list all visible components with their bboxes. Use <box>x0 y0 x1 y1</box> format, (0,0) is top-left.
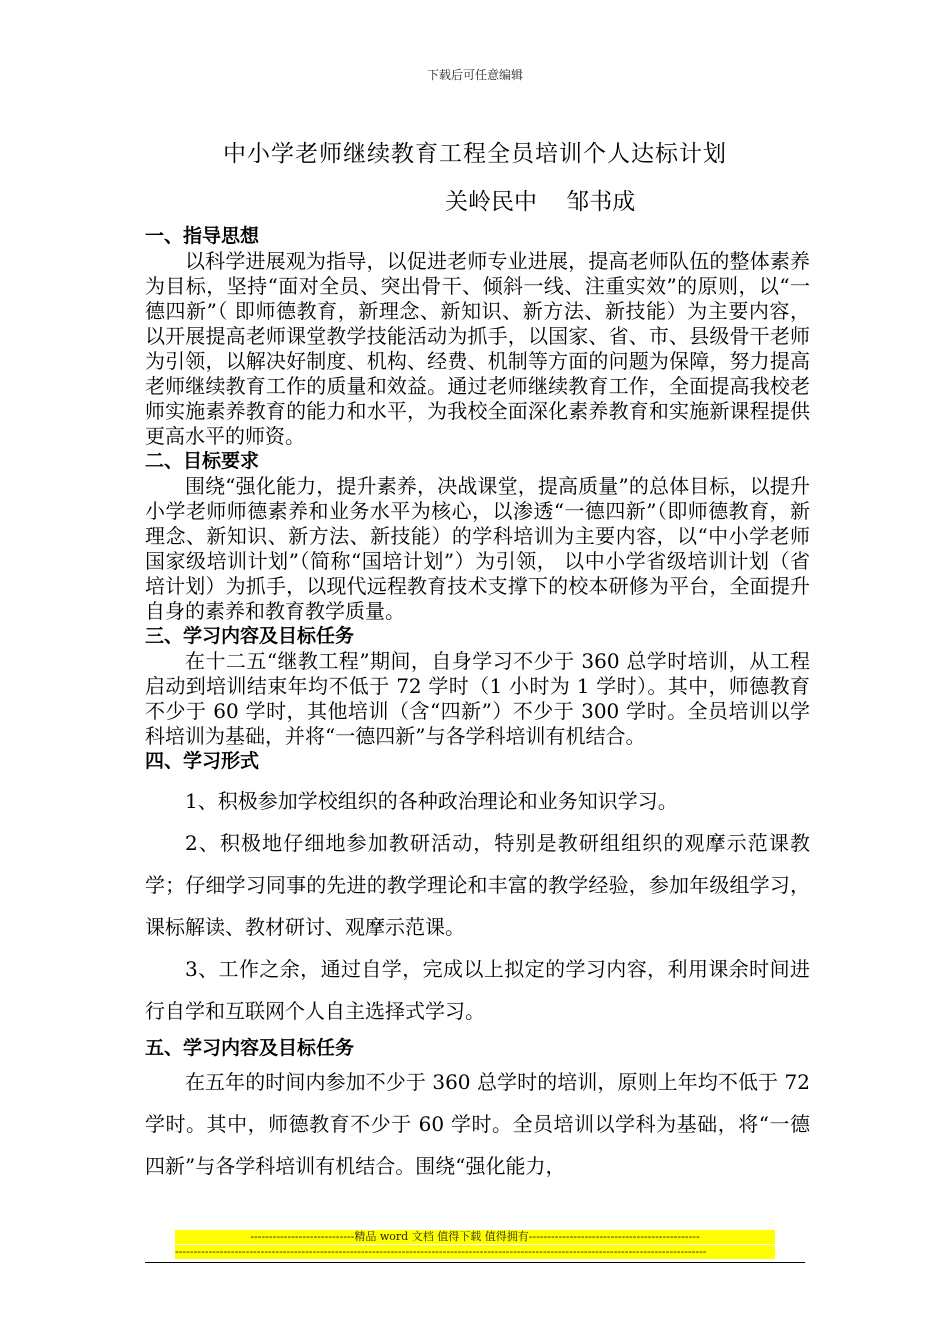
section-4-item-2: 2、积极地仔细地参加教研活动，特别是教研组组织的观摩示范课教学；仔细学习同事的先进的教学理论和丰富的教学经验，参加年级组学习，课标解读、教材研讨、观摩示范课。 <box>145 831 810 939</box>
section-5-paragraph: 在五年的时间内参加不少于 360 总学时的培训，原则上年均不低于 72 学时。其中，师德教育不少于 60 学时。全员培训以学科为基础，将“一德四新”与各学科培训有机结合。围绕“强化能力， <box>145 1070 810 1178</box>
footer-dashes: ----------------------------------------------------------------------------------------------------------------------------------------------- <box>175 1245 775 1259</box>
section-3-paragraph: 在十二五“继教工程”期间，自身学习不少于 360 总学时培训，从工程启动到培训结束年均不低于 72 学时（1 小时为 1 学时）。其中，师德教育不少于 60 学时，其他培训（含“四新”）不少于 300 学时。全员培训以学科培训为基础，并将“一德四新”与各学科培训有机结合。 <box>145 649 810 748</box>
document-body <box>145 224 810 1187</box>
section-4-item-1: 1、积极参加学校组织的各种政治理论和业务知识学习。 <box>185 789 678 813</box>
section-heading-5: 五、学习内容及目标任务 <box>145 1037 355 1059</box>
header-note: 下载后可任意编辑 <box>426 68 523 82</box>
section-2-paragraph: 围绕“强化能力，提升素养，决战课堂，提高质量”的总体目标，以提升小学老师师德素养和业务水平为核心，以渗透“一德四新”（即师德教育，新理念、新知识、新方法、新技能）的学科培训为主要内容，以“中小学老师国家级培训计划”（简称“国培计划”）为引领， 以中小学省级培训计划（省培计划）为抓手，以现代远程教育技术支撑下的校本研修为平台，全面提升自身的素养和教育教学质量。 <box>145 474 810 623</box>
footer-banner: ----------------------------精品 word 文档 值得下载 值得拥有---------------------------------------------- <box>175 1230 775 1244</box>
section-heading-2: 二、目标要求 <box>145 450 260 472</box>
document-author: 关岭民中 邹书成 <box>445 189 636 215</box>
section-heading-4: 四、学习形式 <box>145 750 260 772</box>
section-4-item-3: 3、工作之余，通过自学，完成以上拟定的学习内容，利用课余时间进行自学和互联网个人自主选择式学习。 <box>145 957 810 1023</box>
footer-rule <box>145 1262 805 1263</box>
section-1-paragraph: 以科学进展观为指导，以促进老师专业进展，提高老师队伍的整体素养为目标，坚持“面对全员、突出骨干、倾斜一线、注重实效”的原则，以“一德四新”（ 即师德教育，新理念、新知识、新方法、新技能）为主要内容，以开展提高老师课堂教学技能活动为抓手，以国家、省、市、县级骨干老师为引领，以解决好制度、机构、经费、机制等方面的问题为保障，努力提高老师继续教育工作的质量和效益。通过老师继续教育工作，全面提高我校老师实施素养教育的能力和水平，为我校全面深化素养教育和实施新课程提供更高水平的师资。 <box>145 249 810 448</box>
section-heading-3: 三、学习内容及目标任务 <box>145 625 355 647</box>
section-heading-1: 一、指导思想 <box>145 225 260 247</box>
document-title: 中小学老师继续教育工程全员培训个人达标计划 <box>223 141 727 167</box>
